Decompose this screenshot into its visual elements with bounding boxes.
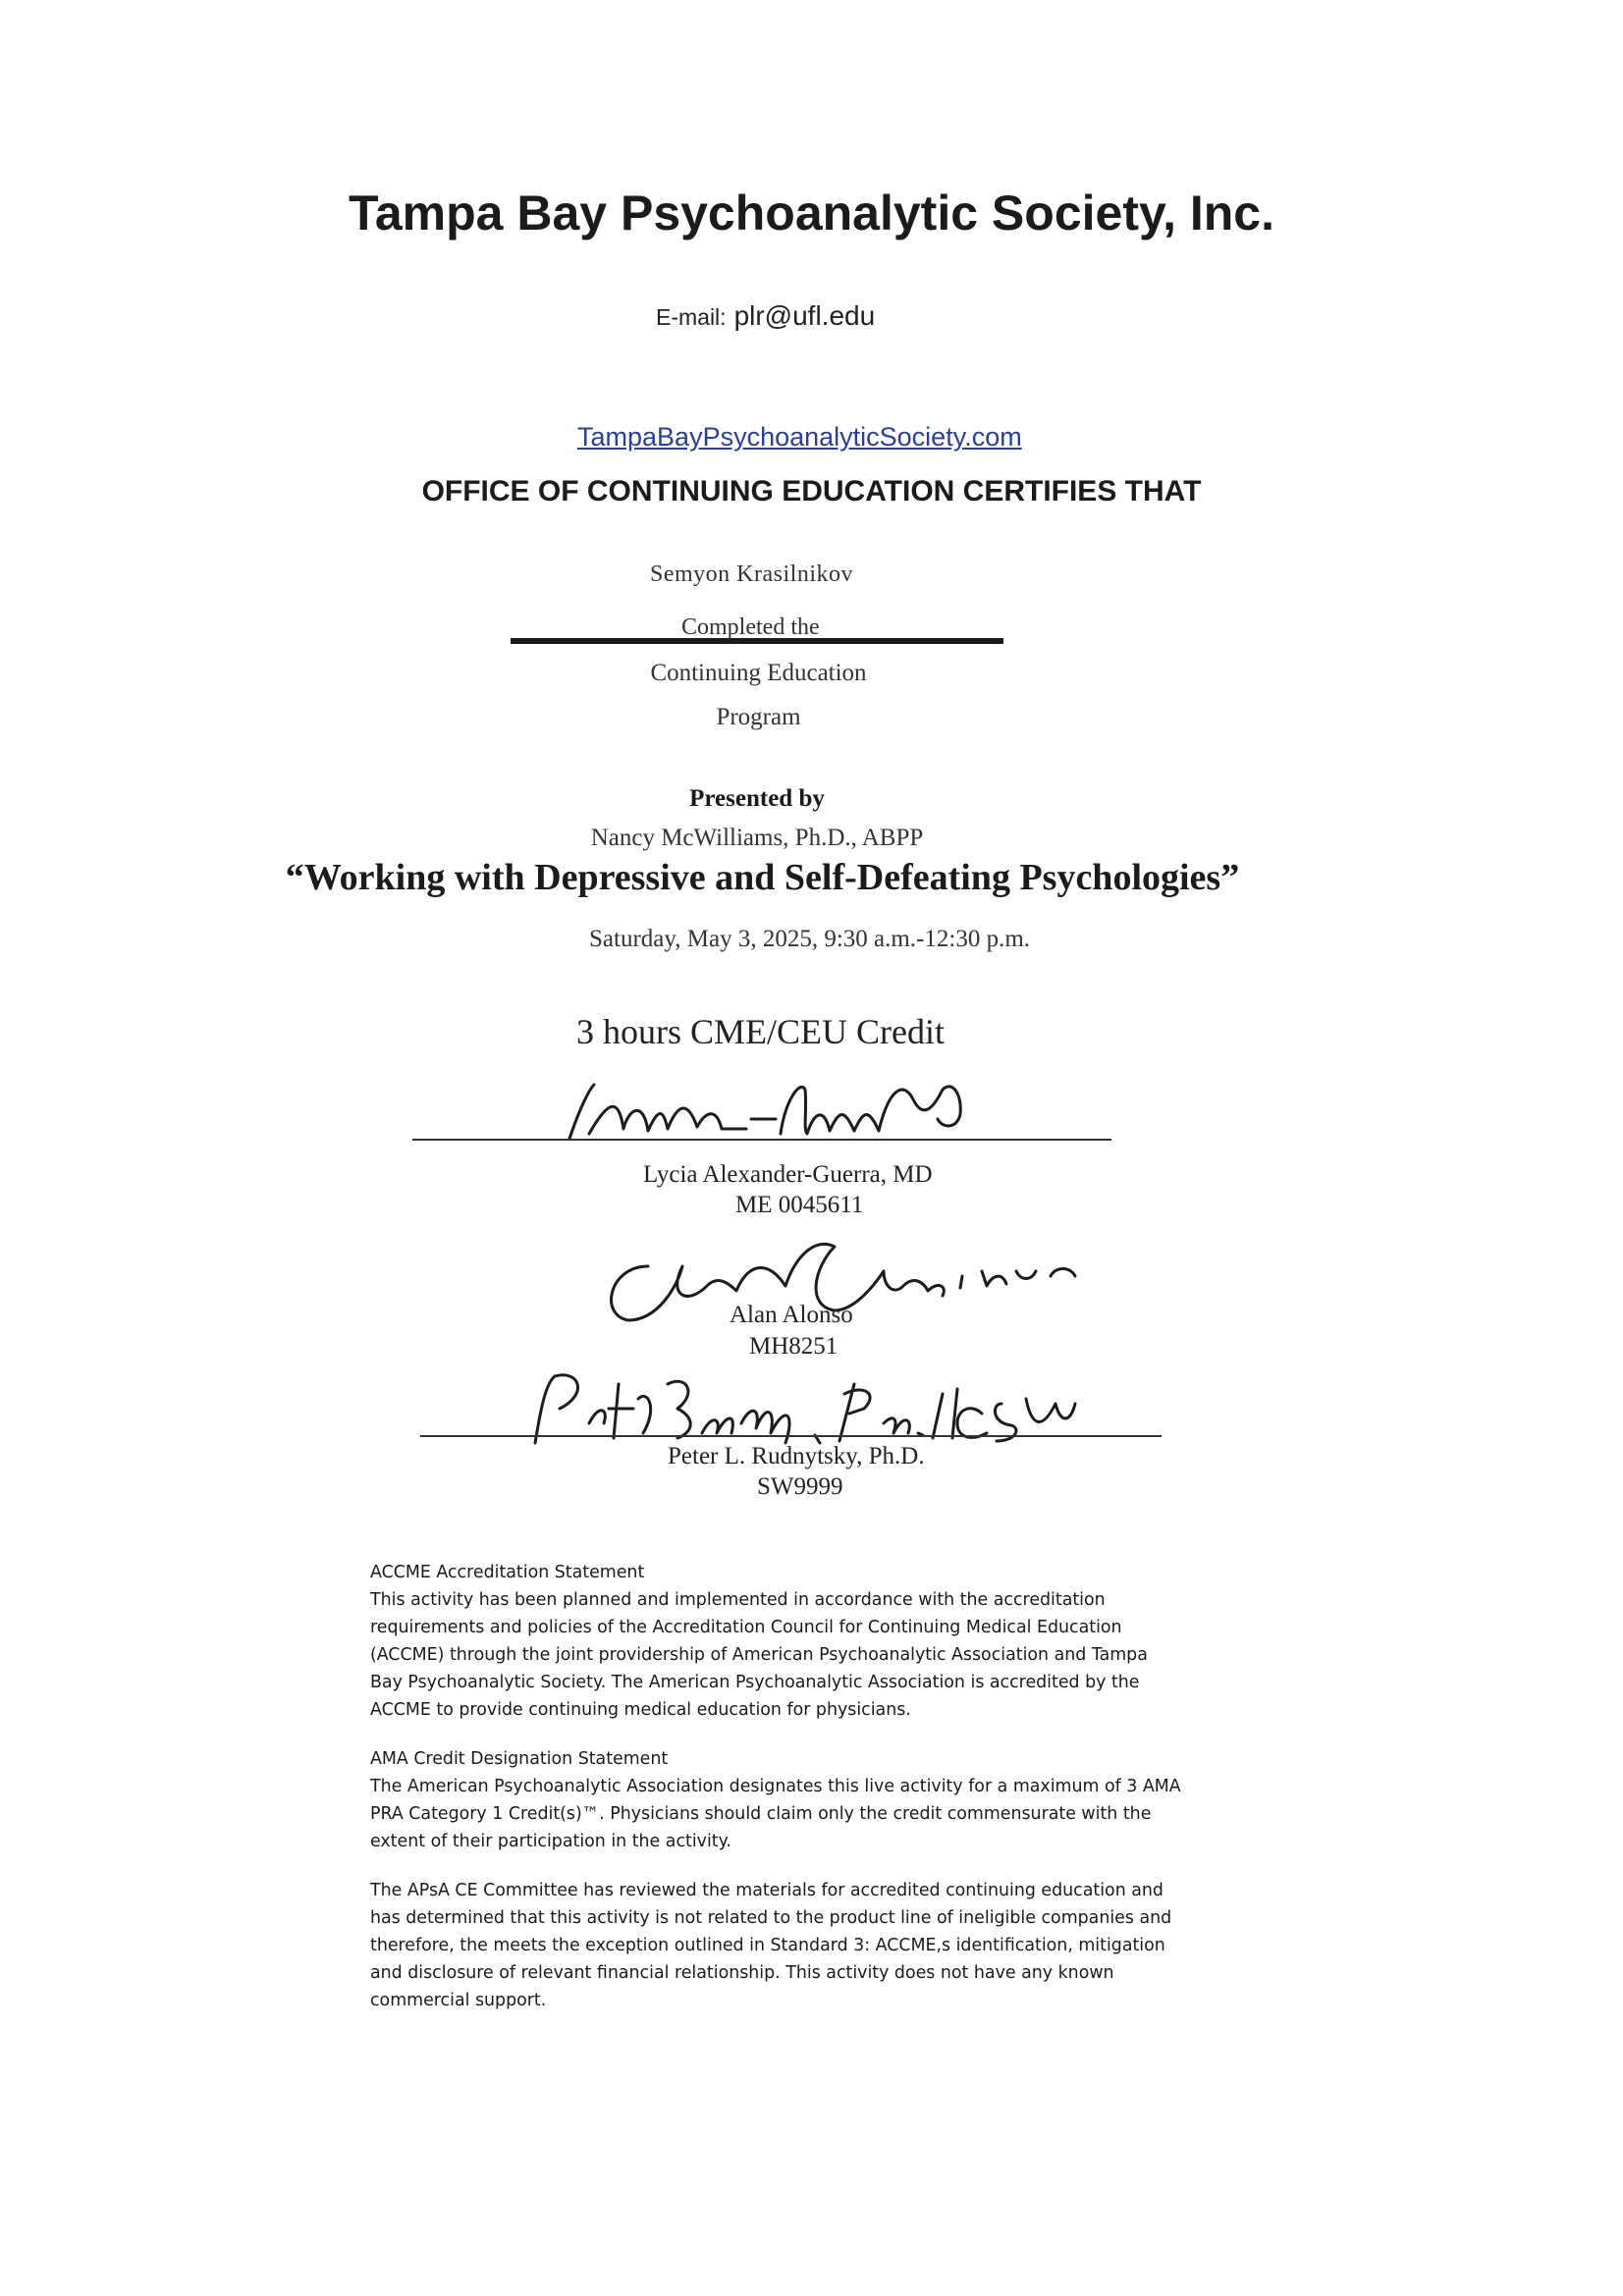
ama-heading: AMA Credit Designation Statement [370,1749,669,1769]
recipient-name: Semyon Krasilnikov [650,561,853,587]
email-label: E-mail: [656,304,727,330]
signature-3-image [520,1364,1188,1453]
signature-3-line [420,1435,1162,1437]
accme-line: Bay Psychoanalytic Society. The American Psychoanalytic Association is accredited by the [370,1673,1140,1692]
apsa-line: commercial support. [370,1991,547,2010]
accme-line: requirements and policies of the Accreditation Council for Continuing Medical Education [370,1618,1122,1637]
accme-line: (ACCME) through the joint providership of American Psychoanalytic Association and Tampa [370,1645,1148,1665]
signatory-1-name: Lycia Alexander-Guerra, MD [643,1161,933,1188]
organization-title: Tampa Bay Psychoanalytic Society, Inc. [349,186,1274,240]
accme-heading: ACCME Accreditation Statement [370,1563,645,1582]
email-line [656,300,875,332]
accme-line: This activity has been planned and implemented in accordance with the accreditation [370,1590,1106,1610]
email-address[interactable]: plr@ufl.edu [733,300,876,331]
signatory-1-license: ME 0045611 [735,1192,864,1218]
ama-line: extent of their participation in the activity. [370,1832,731,1851]
ama-line: The American Psychoanalytic Association designates this live activity for a maximum of 3 AMA [370,1777,1181,1796]
credit-hours: 3 hours CME/CEU Credit [576,1012,945,1051]
website-link[interactable]: TampaBayPsychoanalyticSociety.com [577,422,1022,452]
ama-line: PRA Category 1 Credit(s)™. Physicians should claim only the credit commensurate with the [370,1804,1152,1824]
paragraph-gap [370,1724,1224,1745]
completed-the-text: Completed the [681,614,820,640]
signature-1-image [550,1070,1060,1163]
apsa-line: The APsA CE Committee has reviewed the materials for accredited continuing education and [370,1881,1163,1900]
signature-1-line [412,1139,1111,1141]
presented-by-label: Presented by [689,785,825,812]
signatory-2-license: MH8251 [749,1333,839,1360]
apsa-line: therefore, the meets the exception outlined in Standard 3: ACCME,s identification, mitigation [370,1936,1165,1955]
program-date: Saturday, May 3, 2025, 9:30 a.m.-12:30 p.m. [589,926,1031,952]
paragraph-gap [370,1855,1224,1877]
accme-line: ACCME to provide continuing medical education for physicians. [370,1700,911,1720]
office-certifies-line: OFFICE OF CONTINUING EDUCATION CERTIFIES THAT [421,475,1202,507]
presenter-name: Nancy McWilliams, Ph.D., ABPP [590,825,924,851]
program-text: Program [716,704,801,730]
course-title: “Working with Depressive and Self-Defeating Psychologies” [285,857,1240,898]
continuing-education-text: Continuing Education [650,660,867,686]
signatory-2-name: Alan Alonso [730,1302,853,1328]
apsa-line: and disclosure of relevant financial relationship. This activity does not have any known [370,1963,1114,1983]
accreditation-statements [370,1559,1224,2014]
signatory-3-license: SW9999 [757,1473,843,1500]
apsa-line: has determined that this activity is not related to the product line of ineligible companies and [370,1908,1172,1928]
signatory-3-name: Peter L. Rudnytsky, Ph.D. [668,1443,925,1469]
